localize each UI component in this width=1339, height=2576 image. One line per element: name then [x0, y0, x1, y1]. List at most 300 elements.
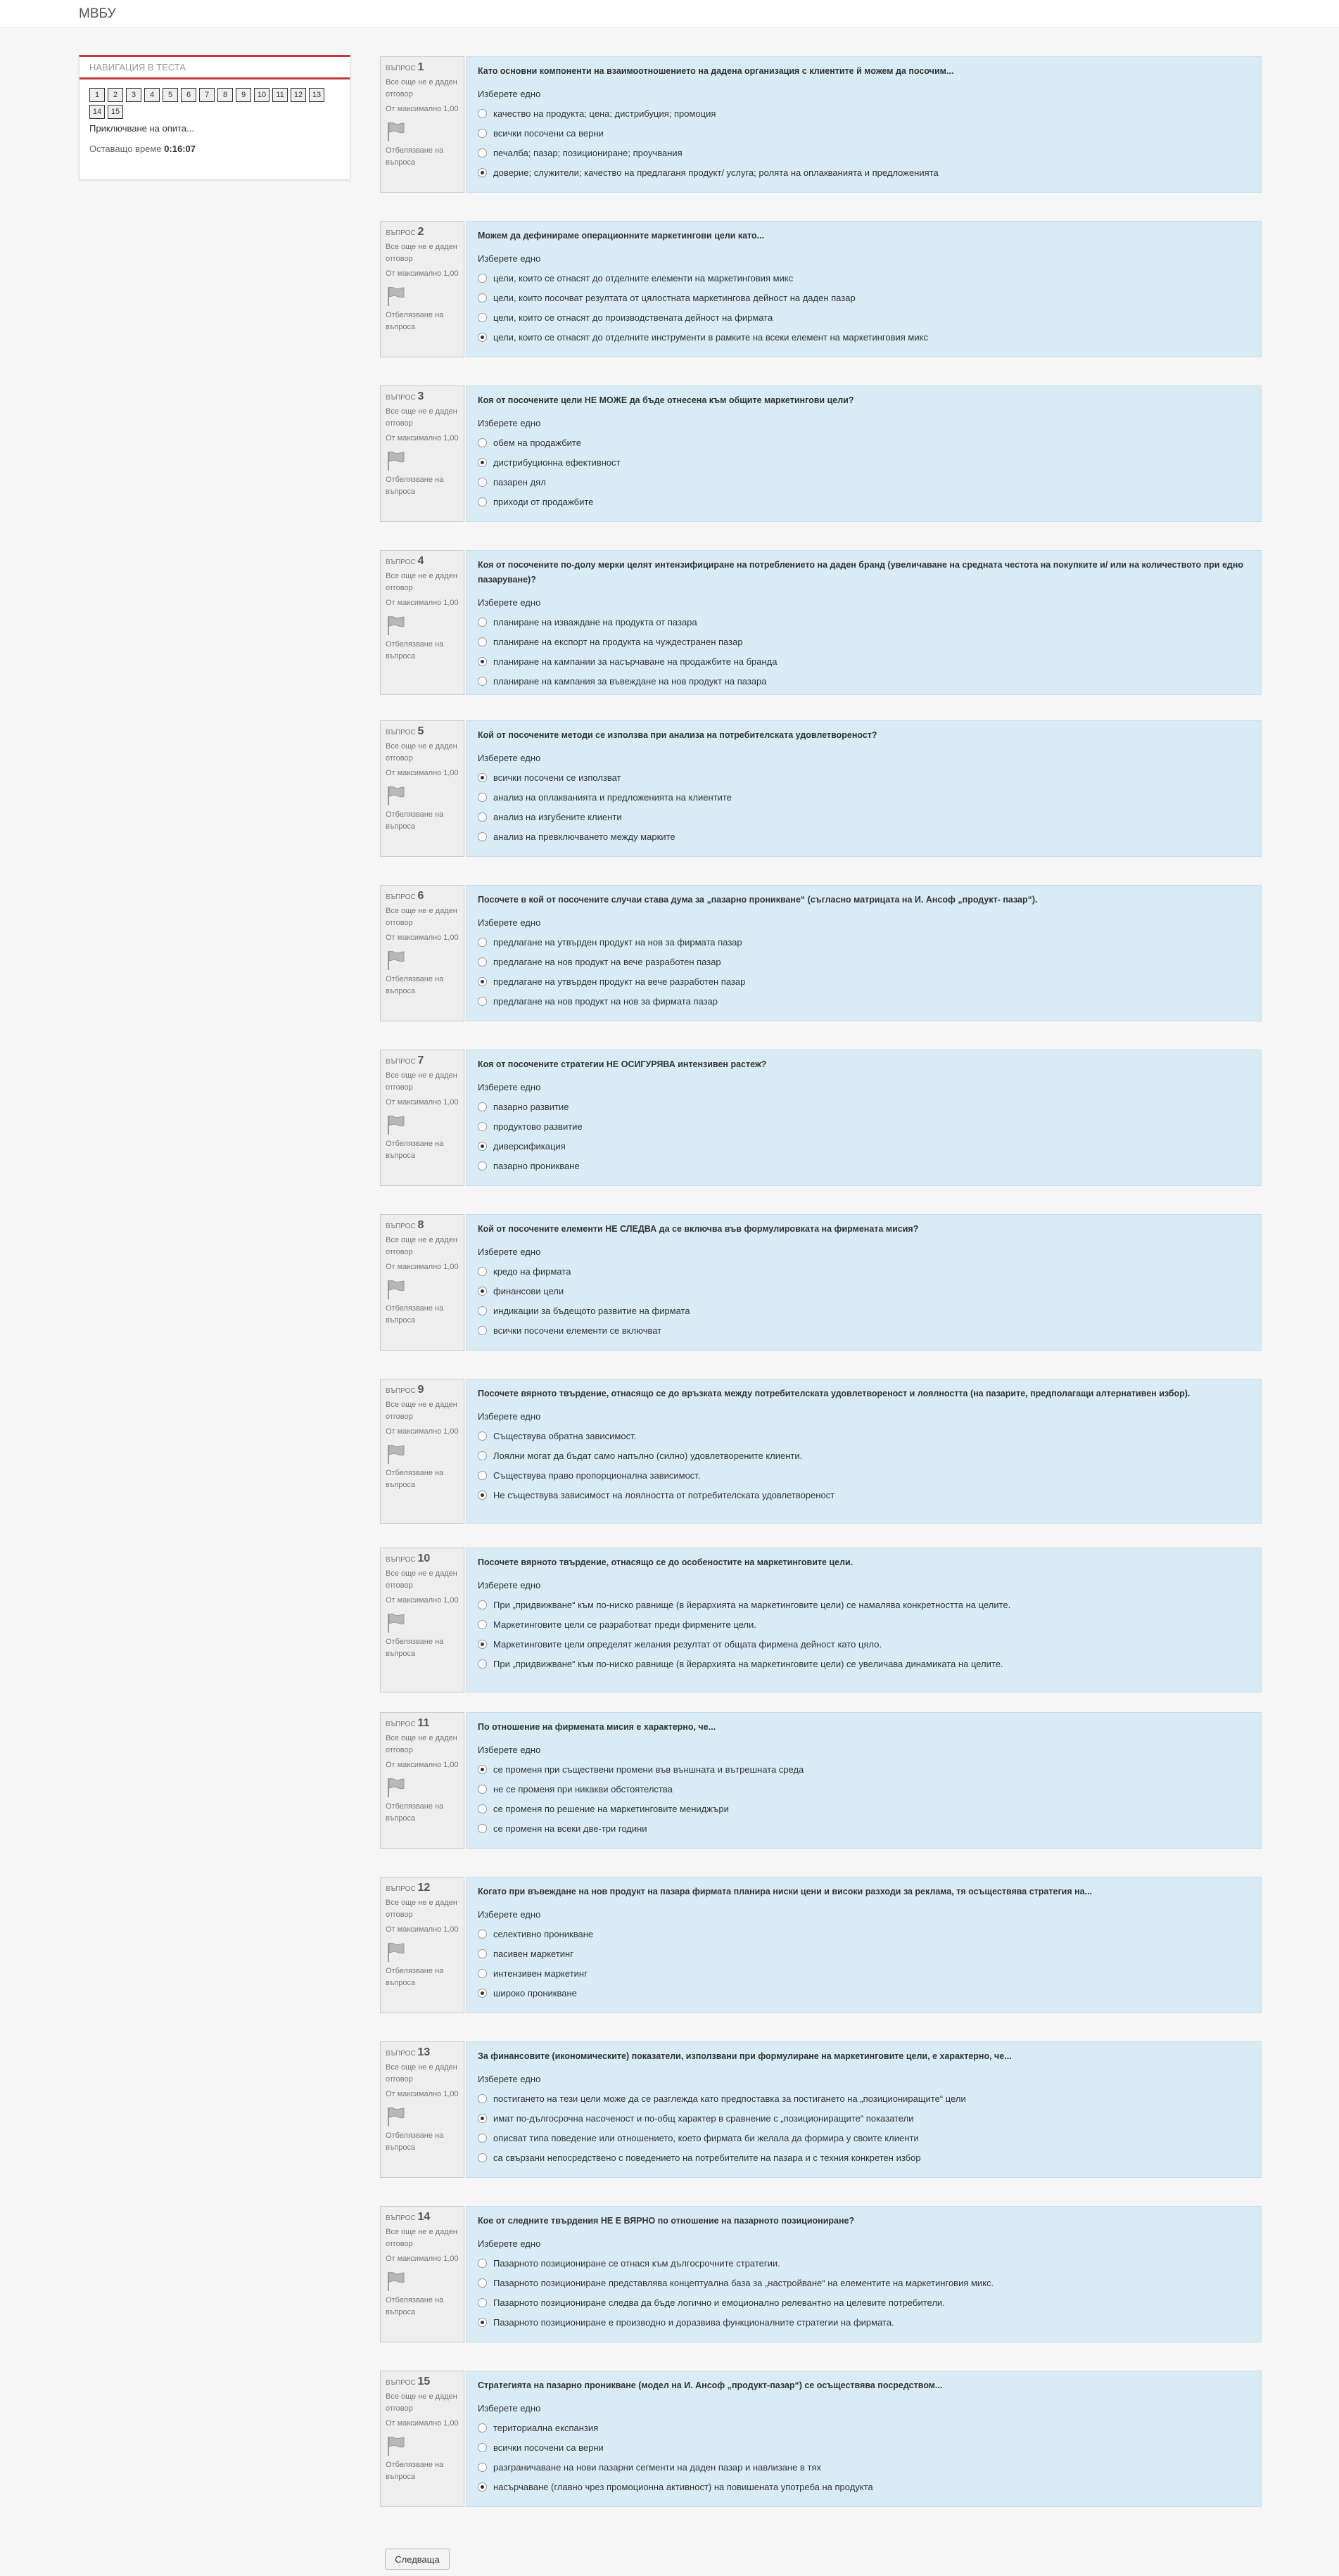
answer-label: пазарно проникване	[493, 1160, 580, 1171]
radio-button[interactable]	[478, 438, 487, 447]
radio-button[interactable]	[478, 129, 487, 138]
question-number	[386, 1219, 459, 1232]
answer-label: териториална експанзия	[493, 2422, 599, 2433]
radio-button[interactable]	[478, 637, 487, 646]
radio-button[interactable]	[478, 1785, 487, 1794]
question-state: Все още не е даден отговор	[386, 2228, 457, 2248]
question-number	[386, 2211, 459, 2224]
question-state: Все още не е даден отговор	[386, 2063, 457, 2084]
answer-prompt: Изберете едно	[478, 2074, 541, 2084]
answer-label: предлагане на нов продукт на вече разработен пазар	[493, 956, 721, 967]
flag-question-label[interactable]: Отбелязване на въпроса	[386, 640, 444, 661]
flag-icon[interactable]	[386, 1114, 405, 1135]
question-text: По отношение на фирмената мисия е характерно, че...	[478, 1722, 716, 1732]
answer-option[interactable]	[478, 2253, 1250, 2273]
flag-icon[interactable]	[386, 2435, 405, 2456]
radio-button[interactable]	[478, 497, 487, 506]
answer-option[interactable]	[478, 433, 1250, 452]
flag-question-label[interactable]: Отбелязване на въпроса	[386, 1802, 444, 1823]
flag-question-label[interactable]: Отбелязване на въпроса	[386, 1469, 444, 1489]
question-word: ВЪПРОС	[386, 2379, 416, 2387]
answer-option[interactable]	[478, 1446, 1250, 1465]
radio-button[interactable]	[478, 1620, 487, 1629]
question-number-value: 8	[417, 1219, 424, 1231]
radio-button[interactable]	[478, 1989, 487, 1998]
flag-icon[interactable]	[386, 2106, 405, 2127]
quiz-nav-button[interactable]: 7	[199, 88, 215, 102]
question-word: ВЪПРОС	[386, 893, 416, 901]
answer-label: приходи от продажбите	[493, 496, 594, 507]
answer-prompt: Изберете едно	[478, 89, 541, 99]
question-number-value: 3	[417, 390, 424, 402]
quiz-nav-button[interactable]: 9	[236, 88, 251, 102]
question-info	[380, 1214, 464, 1351]
quiz-nav-button[interactable]: 14	[89, 105, 105, 119]
answer-option[interactable]	[478, 991, 1250, 1011]
answer-label: цели, които посочват резултата от цялостната маркетингова дейност на даден пазар	[493, 292, 856, 303]
question-state: Все още не е даден отговор	[386, 243, 457, 263]
question-text: Посочете в кой от посочените случаи става дума за „пазарно проникване“ (съгласно матрицата на И. Ансоф „продукт- пазар“).	[478, 895, 1038, 905]
answer-option[interactable]	[478, 1485, 1250, 1505]
answer-label: пазарно развитие	[493, 1101, 569, 1112]
answer-label: са свързани непосредствено с поведението на потребителите на пазара и с техния конкретен избор	[493, 2152, 921, 2163]
flag-question-label[interactable]: Отбелязване на въпроса	[386, 975, 444, 995]
question-number-value: 1	[417, 61, 424, 73]
question-block	[380, 2041, 1262, 2178]
answer-label: се променя по решение на маркетинговите мениджъри	[493, 1803, 729, 1814]
answer-option[interactable]	[478, 2089, 1250, 2108]
question-word: ВЪПРОС	[386, 1387, 416, 1395]
answer-option[interactable]	[478, 767, 1250, 787]
question-state: Все още не е даден отговор	[386, 1569, 457, 1590]
question-number	[386, 555, 459, 568]
radio-button[interactable]	[478, 1267, 487, 1276]
radio-button[interactable]	[478, 2318, 487, 2327]
answer-option[interactable]	[478, 2457, 1250, 2477]
answer-prompt: Изберете едно	[478, 1745, 541, 1755]
radio-button[interactable]	[478, 2153, 487, 2162]
radio-button[interactable]	[478, 618, 487, 627]
radio-button[interactable]	[478, 1102, 487, 1111]
flag-icon[interactable]	[386, 1443, 405, 1465]
quiz-nav-button[interactable]: 10	[254, 88, 269, 102]
flag-icon[interactable]	[386, 950, 405, 971]
answer-prompt: Изберете едно	[478, 1246, 541, 1257]
flag-question-label[interactable]: Отбелязване на въпроса	[386, 311, 444, 331]
question-text: Коя от посочените по-долу мерки целят интензифициране на потреблението на даден бранд (увеличаване на средната честота на покупките и/ или на количеството при едно пазаруване)?	[478, 560, 1244, 585]
answer-label: планиране на експорт на продукта на чуждестранен пазар	[493, 636, 743, 647]
answer-option[interactable]	[478, 2128, 1250, 2148]
radio-button[interactable]	[478, 1326, 487, 1335]
question-number-value: 6	[417, 890, 424, 902]
answer-label: планиране на кампания за въвеждане на нов продукт на пазара	[493, 675, 767, 687]
answer-option[interactable]	[478, 2437, 1250, 2457]
site-brand[interactable]: МВБУ	[79, 6, 116, 21]
radio-button[interactable]	[478, 2298, 487, 2307]
answer-option[interactable]	[478, 162, 1250, 182]
question-number	[386, 226, 459, 238]
flag-question-label[interactable]: Отбелязване на въпроса	[386, 1967, 444, 1987]
answer-option[interactable]	[478, 268, 1250, 288]
quiz-nav-button[interactable]: 1	[89, 88, 105, 102]
radio-button[interactable]	[478, 274, 487, 283]
answer-label: постигането на тези цели може да се разглежда като предпоставка за постигането на „позициониращите“ цели	[493, 2093, 966, 2104]
question-text: Коя от посочените цели НЕ МОЖЕ да бъде отнесена към общите маркетингови цели?	[478, 395, 854, 405]
question-number	[386, 1054, 459, 1067]
answer-options	[478, 1097, 1250, 1175]
answer-option[interactable]	[478, 472, 1250, 492]
radio-button[interactable]	[478, 1824, 487, 1833]
answer-option[interactable]	[478, 1654, 1250, 1673]
radio-button[interactable]	[478, 1949, 487, 1958]
answer-options	[478, 268, 1250, 347]
question-state: Все още не е даден отговор	[386, 407, 457, 428]
answer-option[interactable]	[478, 1779, 1250, 1799]
answer-option[interactable]	[478, 651, 1250, 671]
question-content	[466, 56, 1262, 193]
answer-option[interactable]	[478, 492, 1250, 511]
answer-option[interactable]	[478, 2477, 1250, 2497]
flag-icon[interactable]	[386, 1941, 405, 1963]
quiz-navigation-block	[79, 55, 350, 180]
question-content	[466, 720, 1262, 857]
answer-prompt: Изберете едно	[478, 1082, 541, 1092]
question-block	[380, 1548, 1262, 1692]
question-number-value: 11	[417, 1717, 430, 1729]
question-number-value: 9	[417, 1384, 424, 1396]
question-content	[466, 1379, 1262, 1524]
radio-button[interactable]	[478, 148, 487, 158]
question-text: Коя от посочените стратегии НЕ ОСИГУРЯВА интензивен растеж?	[478, 1059, 767, 1069]
question-content	[466, 1050, 1262, 1186]
answer-option[interactable]	[478, 612, 1250, 632]
radio-button[interactable]	[478, 1471, 487, 1480]
flag-icon[interactable]	[386, 1279, 405, 1300]
flag-icon[interactable]	[386, 450, 405, 471]
radio-button[interactable]	[478, 2134, 487, 2143]
question-number	[386, 1384, 459, 1396]
flag-icon[interactable]	[386, 2271, 405, 2292]
question-state: Все още не е даден отговор	[386, 742, 457, 763]
answer-label: обем на продажбите	[493, 437, 581, 448]
answer-option[interactable]	[478, 327, 1250, 347]
radio-button[interactable]	[478, 1659, 487, 1669]
question-number	[386, 61, 459, 74]
question-info	[380, 550, 464, 695]
flag-question-label[interactable]: Отбелязване на въпроса	[386, 1638, 444, 1658]
answer-option[interactable]	[478, 787, 1250, 807]
question-grade: От максимално 1,00	[386, 1263, 459, 1271]
flag-question-label[interactable]: Отбелязване на въпроса	[386, 2296, 444, 2316]
finish-attempt-link[interactable]: Приключване на опита...	[89, 123, 194, 134]
question-info	[380, 56, 464, 193]
question-content	[466, 2206, 1262, 2342]
radio-button[interactable]	[478, 1930, 487, 1939]
quiz-nav-button[interactable]: 8	[217, 88, 233, 102]
quiz-nav-button[interactable]: 11	[272, 88, 288, 102]
question-number	[386, 725, 459, 738]
radio-button[interactable]	[478, 1451, 487, 1460]
answer-option[interactable]	[478, 1759, 1250, 1779]
flag-icon[interactable]	[386, 1612, 405, 1633]
answer-label: доверие; служители; качество на предлаганя продукт/ услуга; ролята на оплакванията и предложенията	[493, 167, 939, 178]
answer-option[interactable]	[478, 123, 1250, 143]
flag-icon[interactable]	[386, 1777, 405, 1798]
flag-icon[interactable]	[386, 286, 405, 307]
answer-option[interactable]	[478, 1944, 1250, 1963]
answer-options	[478, 2253, 1250, 2332]
answer-option[interactable]	[478, 1465, 1250, 1485]
quiz-nav-button[interactable]: 2	[108, 88, 123, 102]
radio-button[interactable]	[478, 2114, 487, 2123]
question-number-value: 4	[417, 555, 424, 567]
flag-question-label[interactable]: Отбелязване на въпроса	[386, 476, 444, 496]
answer-option[interactable]	[478, 103, 1250, 123]
answer-option[interactable]	[478, 1963, 1250, 1983]
radio-button[interactable]	[478, 1142, 487, 1151]
radio-button[interactable]	[478, 109, 487, 118]
answer-options	[478, 1759, 1250, 1838]
answer-options	[478, 1595, 1250, 1673]
answer-option[interactable]	[478, 932, 1250, 952]
quiz-nav-button[interactable]: 6	[181, 88, 196, 102]
question-info	[380, 720, 464, 857]
question-state: Все още не е даден отговор	[386, 907, 457, 927]
radio-button[interactable]	[478, 938, 487, 947]
answer-label: широко проникване	[493, 1987, 577, 1998]
answer-option[interactable]	[478, 1614, 1250, 1634]
radio-button[interactable]	[478, 333, 487, 342]
answer-option[interactable]	[478, 1281, 1250, 1301]
flag-question-label[interactable]: Отбелязване на въпроса	[386, 2131, 444, 2152]
radio-button[interactable]	[478, 458, 487, 467]
answer-label: всички посочени са верни	[493, 2442, 604, 2453]
answer-option[interactable]	[478, 1983, 1250, 2003]
flag-icon[interactable]	[386, 615, 405, 636]
answer-option[interactable]	[478, 307, 1250, 327]
answer-option[interactable]	[478, 2312, 1250, 2332]
answer-option[interactable]	[478, 827, 1250, 846]
answer-label: предлагане на утвърден продукт на нов за фирмата пазар	[493, 936, 742, 948]
answer-option[interactable]	[478, 671, 1250, 691]
answer-label: предлагане на нов продукт на нов за фирмата пазар	[493, 995, 718, 1007]
radio-button[interactable]	[478, 677, 487, 686]
answer-label: се променя при съществени промени във външната и вътрешната среда	[493, 1764, 804, 1775]
radio-button[interactable]	[478, 2094, 487, 2103]
question-info	[380, 1548, 464, 1692]
answer-label: пасивен маркетинг	[493, 1948, 573, 1959]
question-block	[380, 885, 1262, 1021]
time-remaining-value: 0:16:07	[164, 144, 196, 154]
answer-label: планиране на кампании за насърчаване на продажбите на бранда	[493, 656, 778, 667]
answer-option[interactable]	[478, 2108, 1250, 2128]
answer-label: цели, които се отнасят до отделните елементи на маркетинговия микс	[493, 272, 794, 283]
answer-option[interactable]	[478, 143, 1250, 162]
answer-label: дистрибуционна ефективност	[493, 457, 621, 468]
question-word: ВЪПРОС	[386, 65, 416, 72]
answer-option[interactable]	[478, 2273, 1250, 2293]
radio-button[interactable]	[478, 1491, 487, 1500]
question-block	[380, 1379, 1262, 1524]
radio-button[interactable]	[478, 1287, 487, 1296]
radio-button[interactable]	[478, 1600, 487, 1609]
radio-button[interactable]	[478, 2482, 487, 2492]
answer-option[interactable]	[478, 2418, 1250, 2437]
answer-label: Съществува право пропорционална зависимост.	[493, 1469, 701, 1481]
answer-options	[478, 103, 1250, 182]
answer-option[interactable]	[478, 1320, 1250, 1340]
question-word: ВЪПРОС	[386, 1223, 416, 1230]
answer-label: печалба; пазар; позициониране; проучвания	[493, 147, 683, 158]
answer-option[interactable]	[478, 288, 1250, 307]
question-grade: От максимално 1,00	[386, 105, 459, 113]
question-number-value: 7	[417, 1054, 424, 1066]
question-block	[380, 2371, 1262, 2507]
radio-button[interactable]	[478, 997, 487, 1006]
radio-button[interactable]	[478, 2259, 487, 2268]
question-number	[386, 390, 459, 403]
answer-option[interactable]	[478, 1097, 1250, 1116]
answer-option[interactable]	[478, 1426, 1250, 1446]
question-state: Все още не е даден отговор	[386, 1236, 457, 1256]
radio-button[interactable]	[478, 957, 487, 967]
flag-icon[interactable]	[386, 785, 405, 806]
quiz-nav-button[interactable]: 15	[108, 105, 123, 119]
quiz-navigation-title: НАВИГАЦИЯ В ТЕСТА	[80, 57, 350, 79]
flag-icon[interactable]	[386, 121, 405, 142]
radio-button[interactable]	[478, 1306, 487, 1315]
question-number	[386, 1882, 459, 1894]
question-block	[380, 550, 1262, 695]
answer-prompt: Изберете едно	[478, 1580, 541, 1590]
next-page-button[interactable]: Следваща	[385, 2549, 450, 2570]
question-content	[466, 221, 1262, 357]
radio-button[interactable]	[478, 657, 487, 666]
answer-label: цели, които се отнасят до производствената дейност на фирмата	[493, 312, 773, 323]
top-navbar	[0, 0, 1339, 28]
answer-option[interactable]	[478, 2293, 1250, 2312]
answer-label: качество на продукта; цена; дистрибуция; промоция	[493, 108, 716, 119]
answer-label: планиране на изваждане на продукта от пазара	[493, 616, 697, 627]
radio-button[interactable]	[478, 1765, 487, 1774]
question-word: ВЪПРОС	[386, 2050, 416, 2058]
question-state: Все още не е даден отговор	[386, 1899, 457, 1919]
answer-option[interactable]	[478, 1818, 1250, 1838]
question-content	[466, 2041, 1262, 2178]
answer-prompt: Изберете едно	[478, 2403, 541, 2414]
question-number-value: 5	[417, 725, 424, 737]
question-content	[466, 1548, 1262, 1692]
radio-button[interactable]	[478, 1804, 487, 1813]
radio-button[interactable]	[478, 812, 487, 822]
question-grade: От максимално 1,00	[386, 1427, 459, 1436]
answer-label: интензивен маркетинг	[493, 1968, 588, 1979]
question-block	[380, 1712, 1262, 1849]
answer-option[interactable]	[478, 1136, 1250, 1156]
answer-option[interactable]	[478, 2148, 1250, 2167]
answer-option[interactable]	[478, 1634, 1250, 1654]
question-number	[386, 2376, 459, 2388]
answer-option[interactable]	[478, 952, 1250, 971]
quiz-nav-button[interactable]: 13	[309, 88, 324, 102]
question-info	[380, 1379, 464, 1524]
question-content	[466, 1712, 1262, 1849]
answer-option[interactable]	[478, 971, 1250, 991]
flag-question-label[interactable]: Отбелязване на въпроса	[386, 810, 444, 831]
answer-label: описват типа поведение или отношението, което фирмата би желала да формира у своите клиенти	[493, 2132, 919, 2143]
question-block	[380, 1877, 1262, 2013]
quiz-nav-button[interactable]: 4	[144, 88, 160, 102]
flag-question-label[interactable]: Отбелязване на въпроса	[386, 1304, 444, 1325]
radio-button[interactable]	[478, 1969, 487, 1978]
question-info	[380, 1877, 464, 2013]
answer-label: предлагане на утвърден продукт на вече разработен пазар	[493, 976, 746, 987]
answer-option[interactable]	[478, 1156, 1250, 1175]
answer-option[interactable]	[478, 1261, 1250, 1281]
answer-label: цели, които се отнасят до отделните инструменти в рамките на всеки елемент на маркетинговия микс	[493, 331, 928, 343]
answer-option[interactable]	[478, 452, 1250, 472]
radio-button[interactable]	[478, 1122, 487, 1131]
radio-button[interactable]	[478, 2443, 487, 2452]
quiz-nav-button[interactable]: 5	[163, 88, 178, 102]
answer-option[interactable]	[478, 1116, 1250, 1136]
answer-option[interactable]	[478, 1799, 1250, 1818]
answer-prompt: Изберете едно	[478, 2238, 541, 2249]
answer-prompt: Изберете едно	[478, 1411, 541, 1422]
radio-button[interactable]	[478, 977, 487, 986]
answer-option[interactable]	[478, 1924, 1250, 1944]
answer-label: При „придвижване“ към по-ниско равнище (в йерархията на маркетинговите цели) се увеличава динамиката на целите.	[493, 1658, 1003, 1669]
flag-question-label[interactable]: Отбелязване на въпроса	[386, 2461, 444, 2481]
question-info	[380, 2206, 464, 2342]
answer-option[interactable]	[478, 807, 1250, 827]
answer-option[interactable]	[478, 632, 1250, 651]
radio-button[interactable]	[478, 1640, 487, 1649]
answer-label: разграничаване на нови пазарни сегменти на даден пазар и навлизане в тях	[493, 2461, 821, 2473]
radio-button[interactable]	[478, 793, 487, 802]
flag-question-label[interactable]: Отбелязване на въпроса	[386, 146, 444, 167]
radio-button[interactable]	[478, 293, 487, 302]
question-info	[380, 221, 464, 357]
question-info	[380, 1712, 464, 1849]
answer-option[interactable]	[478, 1595, 1250, 1614]
question-grade: От максимално 1,00	[386, 269, 459, 278]
question-grade: От максимално 1,00	[386, 769, 459, 777]
radio-button[interactable]	[478, 478, 487, 487]
question-text: Стратегията на пазарно проникване (модел на И. Ансоф „продукт-пазар“) се осъществява посредством...	[478, 2380, 943, 2390]
quiz-nav-button[interactable]: 12	[291, 88, 306, 102]
radio-button[interactable]	[478, 313, 487, 322]
answer-label: всички посочени елементи се включват	[493, 1325, 662, 1336]
answer-option[interactable]	[478, 1301, 1250, 1320]
radio-button[interactable]	[478, 773, 487, 782]
question-text: За финансовите (икономическите) показатели, използвани при формулиране на маркетинговите цели, е характерно, че...	[478, 2051, 1012, 2061]
radio-button[interactable]	[478, 2423, 487, 2432]
quiz-nav-button[interactable]: 3	[126, 88, 141, 102]
flag-question-label[interactable]: Отбелязване на въпроса	[386, 1140, 444, 1160]
radio-button[interactable]	[478, 168, 487, 177]
answer-prompt: Изберете едно	[478, 753, 541, 763]
radio-button[interactable]	[478, 832, 487, 841]
radio-button[interactable]	[478, 1161, 487, 1171]
time-remaining	[80, 134, 350, 154]
question-content	[466, 550, 1262, 695]
question-block	[380, 1050, 1262, 1186]
radio-button[interactable]	[478, 1432, 487, 1441]
radio-button[interactable]	[478, 2463, 487, 2472]
question-number	[386, 1717, 459, 1730]
radio-button[interactable]	[478, 2278, 487, 2288]
